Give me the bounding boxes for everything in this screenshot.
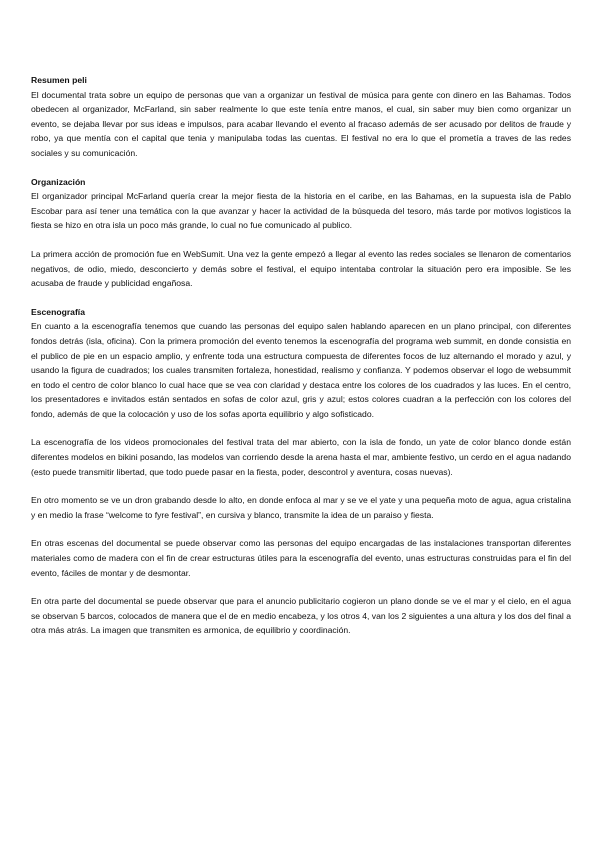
document-body	[31, 73, 571, 638]
heading-organizacion: Organización	[31, 176, 86, 187]
paragraph-escenografia-2: La escenografía de los videos promocionales del festival trata del mar abierto, con la isla de fondo, un yate de color blanco donde están diferentes modelos en bikini posando, las modelos van corriendo desde la arena hasta el mar, ambiente festivo, un cerdo en el agua nadando (esto puede transmitir libertad, que todo puede pasar en la fiesta, poder, descontrol y aventura, cosas nuevas).	[31, 437, 571, 477]
paragraph-escenografia-5: En otra parte del documental se puede observar que para el anuncio publicitario cogieron un plano donde se ve el mar y el cielo, en el agua se observan 5 barcos, colocados de manera que el de en medio encabeza, y los otros 4, van los 2 siguientes a una altura y los dos del final a otra más atrás. La imagen que transmiten es armonica, de equilibrio y coordinación.	[31, 596, 571, 636]
paragraph-resumen: El documental trata sobre un equipo de personas que van a organizar un festival de música para gente con dinero en las Bahamas. Todos obedecen al organizador, McFarland, sin saber realmente lo que este tenía entre manos, el cual, sin saber muy bien como organizar un evento, se dejaba llevar por sus ideas e impulsos, para acabar llevando el evento al fracaso además de ser acusado por delitos de fraude y robo, ya que mentía con el capital que tenia y manipulaba todas las cuentas. El festival no era lo que el prometía a traves de las redes sociales y su comunicación.	[31, 89, 571, 158]
paragraph-spacer	[31, 580, 571, 594]
paragraph-spacer	[31, 161, 571, 175]
paragraph-escenografia-1: En cuanto a la escenografía tenemos que cuando las personas del equipo salen hablando aparecen en un plano principal, con diferentes fondos detrás (isla, oficina). Con la primera promoción del evento tenemos la escenografía del programa web summit, en donde consistia en el publico de pie en un espacio amplio, y enfrente toda una estructura compuesta de diferentes focos de luz alternando el morado y azul, y usando la figura de cuadrados; los cuales transmiten fortaleza, honestidad, realismo y confianza. Y podemos observar el logo de websummit en todo el centro de color blanco lo cual hace que se vea con claridad y destaca entre los colores de los cuadrados y las luces. En el centro, los presentadores e invitados están sentados en sofas de color azul, gris y azul; estos colores cuadran a la perfección con los colores del fondo, además de que la colocación y uso de los sofas aporta equilibrio y algo sofisticado.	[31, 321, 571, 419]
paragraph-escenografia-3: En otro momento se ve un dron grabando desde lo alto, en donde enfoca al mar y se ve el yate y una pequeña moto de agua, agua cristalina y en medio la frase “welcome to fyre festival”, en cursiva y blanco, transmite la idea de un paraiso y fiesta.	[31, 495, 571, 520]
paragraph-spacer	[31, 522, 571, 536]
paragraph-spacer	[31, 233, 571, 247]
paragraph-organizacion-2: La primera acción de promoción fue en WebSumit. Una vez la gente empezó a llegar al evento las redes sociales se llenaron de comentarios negativos, de odio, miedo, desconcierto y demás sobre el festival, el equipo intentaba controlar la situación pero era imposible. Se les acusaba de fraude y publicidad engañosa.	[31, 248, 571, 289]
paragraph-spacer	[31, 479, 571, 493]
paragraph-escenografia-4: En otras escenas del documental se puede observar como las personas del equipo encargadas de las instalaciones transportan diferentes materiales como de madera con el fin de crear estructuras útiles para la escenografía del evento, unas estructuras construidas para el fin del evento, fáciles de montar y de desmontar.	[31, 538, 571, 578]
paragraph-spacer	[31, 421, 571, 435]
heading-escenografia: Escenografía	[31, 306, 85, 317]
paragraph-spacer	[31, 291, 571, 305]
heading-resumen: Resumen peli	[31, 75, 87, 85]
paragraph-organizacion-1: El organizador principal McFarland quería crear la mejor fiesta de la historia en el caribe, en las Bahamas, en la supuesta isla de Pablo Escobar para así tener una temática con la que avanzar y hacer la actividad de la búsqueda del tesoro, más tarde por motivos logisticos la fiesta se hizo en otra isla un poco más grande, lo cual no fue comunicado al publico.	[31, 191, 571, 231]
